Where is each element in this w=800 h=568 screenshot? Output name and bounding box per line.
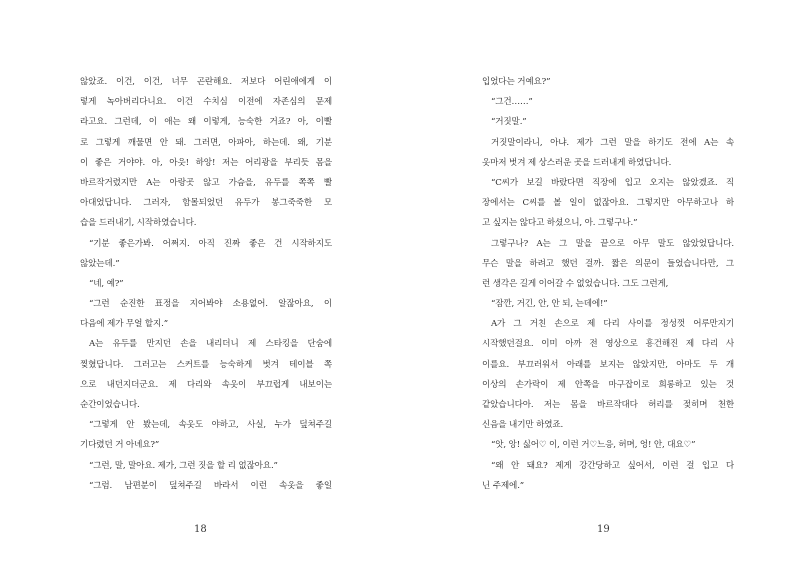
- text-line: 습을 드러내기, 시작하였습니다.: [80, 218, 197, 229]
- text-line: 않았는데.”: [80, 258, 120, 269]
- right-page-body: [482, 72, 734, 496]
- text-line: “앗, 앙! 싫어♡ 이, 이런 거♡느응, 허며, 엉! 안, 대요♡”: [491, 440, 696, 451]
- text-line: 닌 주제에.”: [482, 480, 525, 491]
- text-line: 그렇구나? A는 그 말을 끝으로 아무 말도 않았었답니다.: [491, 238, 734, 249]
- text-line: 이를요. 부끄러워서 아래를 보지는 않았지만, 아마도 두 개: [482, 359, 734, 370]
- text-line: 않았죠. 이건, 이건, 너무 곤란해요. 저보다 어린애에게 이: [80, 77, 332, 87]
- right-page: [400, 0, 800, 568]
- text-line: 런 생각은 길게 이어갈 수 없었습니다. 그도 그런게,: [482, 278, 669, 289]
- text-line: 으로 내던지더군요. 제 다리와 속옷이 부끄럽게 내보이는: [80, 379, 332, 390]
- left-page-body: [80, 72, 332, 496]
- text-line: 기다렸던 거 아녜요?”: [80, 440, 160, 451]
- text-line: “네, 예?”: [89, 278, 124, 289]
- text-line: 이상의 손가락이 제 안쪽을 마구잡이로 희롱하고 있는 것: [482, 379, 734, 390]
- text-line: A는 유두를 만지던 손을 내리더니 제 스타킹을 단숨에: [89, 339, 332, 350]
- text-line: “그런, 말, 말아요. 제가, 그런 짓을 할 리 없잖아요.”: [89, 460, 278, 471]
- right-page-number: 19: [597, 524, 610, 535]
- text-line: 로 그렇게 깨물면 안 돼. 그러면, 아파아, 하는데. 왜, 기분: [80, 137, 332, 148]
- text-line: 장에서는 C씨를 볼 일이 없잖아요. 그렇지만 아무하고나 하: [482, 198, 734, 209]
- text-line: 같았습니다아. 저는 몸을 바르작대다 허리를 젖히며 천한: [482, 400, 734, 410]
- text-line: “그런 순진한 표정을 지어봐야 소용없어. 알잖아요, 이: [89, 299, 332, 310]
- text-line: 입었다는 거예요?”: [482, 77, 551, 87]
- text-line: 찢혔답니다. 그러고는 스커트를 능숙하게 벗겨 테이블 쪽: [80, 359, 332, 370]
- text-line: 무슨 말을 하려고 했던 걸까. 짧은 의문이 들었습니다만, 그: [482, 258, 734, 269]
- text-line: “그건……”: [491, 97, 533, 108]
- text-line: 거짓말이라니, 아냐. 제가 그런 말을 하기도 전에 A는 속: [491, 137, 734, 148]
- text-line: 아대었답니다. 그러자, 함몰되었던 유두가 봉그죽죽한 모: [80, 198, 332, 209]
- text-line: “왜 안 돼요? 제게 강간당하고 싶어서, 이런 걸 입고 다: [491, 460, 734, 471]
- text-line: 바르작거렸지만 A는 아랑곳 않고 가슴을, 유두를 쪽쪽 빨: [80, 177, 332, 188]
- text-line: 순간이었습니다.: [80, 400, 140, 410]
- text-line: 라고요. 그런데, 이 애는 왜 이렇게, 능숙한 거죠? 아, 이빨: [80, 117, 332, 128]
- text-line: “그렇게 안 봤는데, 속옷도 야하고, 사실, 누가 덮쳐주길: [89, 420, 332, 431]
- left-page-number: 18: [194, 524, 207, 535]
- text-line: A가 그 거친 손으로 제 다리 사이를 정성껏 어루만지기: [491, 319, 734, 330]
- text-line: “C씨가 보길 바랐다면 직장에 입고 오지는 않았겠죠. 직: [491, 177, 734, 188]
- text-line: 신음을 내기만 하였죠.: [482, 420, 564, 431]
- text-line: 다음에 제가 무얼 할지.”: [80, 319, 168, 330]
- text-line: 이 좋은 거야야. 아, 아읏! 하앙! 저는 어리광을 부리듯 몸을: [80, 157, 332, 168]
- text-line: “기분 좋은가봐. 어쩌지. 아직 진짜 좋은 건 시작하지도: [89, 238, 332, 249]
- text-line: 렇게 녹아버리다니요. 이건 수치심 이전에 자존심의 문제: [80, 97, 332, 108]
- text-line: “그럼. 남편분이 덮쳐주길 바라서 이런 속옷을 좋일: [89, 480, 332, 491]
- text-line: 고 싶지는 않다고 하셨으니, 아. 그렇구나.”: [482, 218, 638, 229]
- text-line: 옷마저 벗겨 제 상스러운 곳을 드러내게 하였답니다.: [482, 157, 672, 168]
- text-line: 시작했던걸요. 이미 아까 전 영상으로 흥건해진 제 다리 사: [482, 339, 734, 350]
- text-line: “거짓말.”: [491, 117, 527, 128]
- text-line: “잠깐, 거긴, 안, 안 되, 는데에!”: [491, 299, 608, 310]
